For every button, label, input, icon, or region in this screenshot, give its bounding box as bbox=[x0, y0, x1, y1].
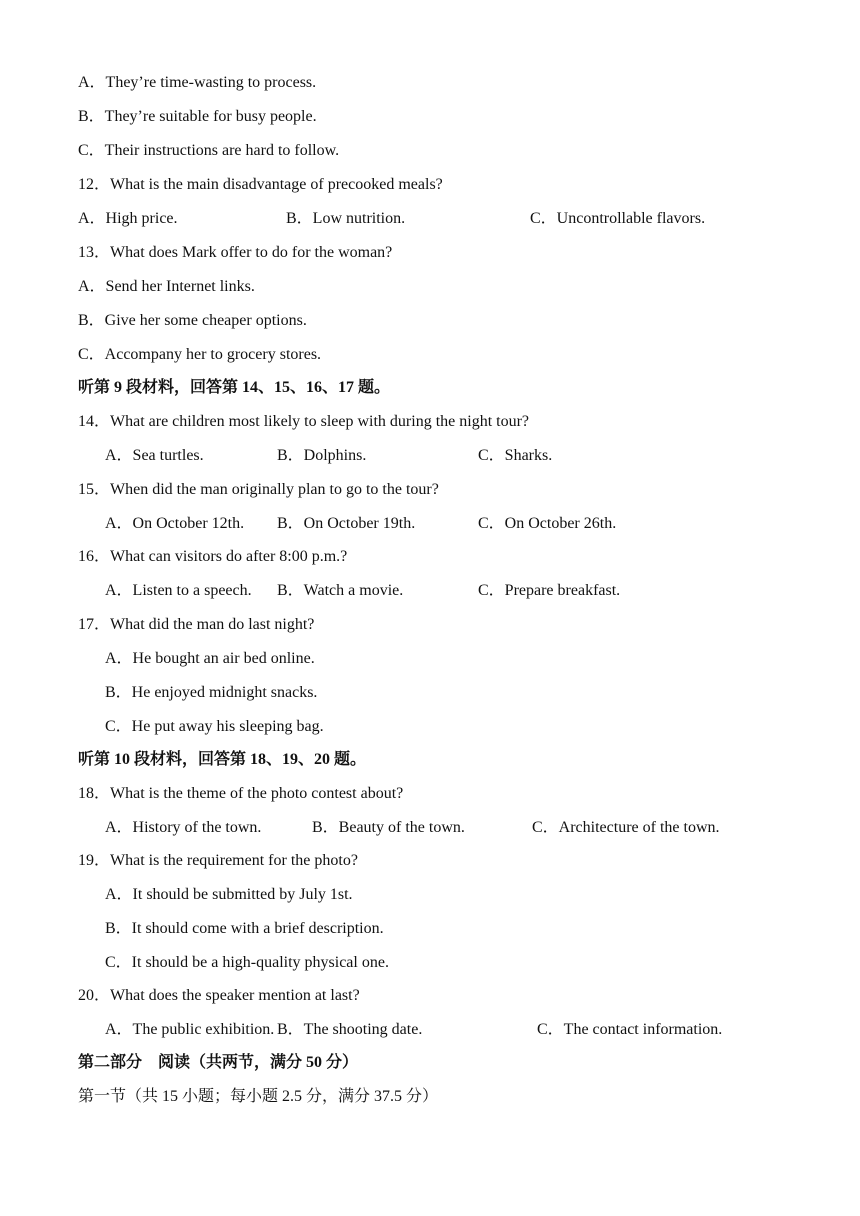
section-heading-9: 听第 9 段材料，回答第 14、15、16、17 题。 bbox=[78, 379, 391, 396]
question-15: 15．When did the man originally plan to go to the tour? bbox=[78, 481, 439, 498]
q14-option-b: B．Dolphins. bbox=[277, 447, 367, 464]
q15-option-c: C．On October 26th. bbox=[478, 515, 617, 532]
q19-option-c: C．It should be a high-quality physical one. bbox=[105, 954, 389, 971]
q15-option-b: B．On October 19th. bbox=[277, 515, 416, 532]
q17-option-c: C．He put away his sleeping bag. bbox=[105, 718, 324, 735]
q16-option-a: A．Listen to a speech. bbox=[105, 582, 252, 599]
q12-option-a: A．High price. bbox=[78, 210, 178, 227]
q18-option-a: A．History of the town. bbox=[105, 819, 262, 836]
q18-option-c: C．Architecture of the town. bbox=[532, 819, 720, 836]
q16-options bbox=[105, 580, 805, 602]
question-20: 20．What does the speaker mention at last? bbox=[78, 987, 360, 1004]
q11-option-a: A．They’re time-wasting to process. bbox=[78, 74, 317, 91]
q19-option-a: A．It should be submitted by July 1st. bbox=[105, 886, 353, 903]
q11-option-b: B．They’re suitable for busy people. bbox=[78, 108, 317, 125]
q12-option-c: C．Uncontrollable flavors. bbox=[530, 210, 706, 227]
q14-option-c: C．Sharks. bbox=[478, 447, 553, 464]
q15-option-a: A．On October 12th. bbox=[105, 515, 245, 532]
q20-option-b: B．The shooting date. bbox=[277, 1021, 423, 1038]
q18-option-b: B．Beauty of the town. bbox=[312, 819, 465, 836]
q11-option-c: C．Their instructions are hard to follow. bbox=[78, 142, 340, 159]
q16-option-b: B．Watch a movie. bbox=[277, 582, 404, 599]
q19-option-b: B．It should come with a brief description. bbox=[105, 920, 384, 937]
q14-option-a: A．Sea turtles. bbox=[105, 447, 204, 464]
q13-option-c: C．Accompany her to grocery stores. bbox=[78, 346, 322, 363]
question-14: 14．What are children most likely to sleep with during the night tour? bbox=[78, 413, 530, 430]
q13-option-a: A．Send her Internet links. bbox=[78, 278, 255, 295]
q12-options bbox=[78, 208, 838, 230]
q15-options bbox=[105, 513, 805, 535]
q13-option-b: B．Give her some cheaper options. bbox=[78, 312, 307, 329]
q17-option-a: A．He bought an air bed online. bbox=[105, 650, 315, 667]
question-16: 16．What can visitors do after 8:00 p.m.? bbox=[78, 548, 348, 565]
question-18: 18．What is the theme of the photo contest about? bbox=[78, 785, 404, 802]
section-one-heading: 第一节（共 15 小题；每小题 2.5 分，满分 37.5 分） bbox=[78, 1088, 439, 1105]
q18-options bbox=[105, 817, 825, 839]
q20-option-a: A．The public exhibition. bbox=[105, 1021, 275, 1038]
question-12: 12．What is the main disadvantage of precooked meals? bbox=[78, 176, 443, 193]
q20-option-c: C．The contact information. bbox=[537, 1021, 723, 1038]
q20-options bbox=[105, 1019, 825, 1041]
q17-option-b: B．He enjoyed midnight snacks. bbox=[105, 684, 318, 701]
q16-option-c: C．Prepare breakfast. bbox=[478, 582, 621, 599]
question-13: 13．What does Mark offer to do for the woman? bbox=[78, 244, 393, 261]
question-17: 17．What did the man do last night? bbox=[78, 616, 315, 633]
part-two-heading: 第二部分 阅读（共两节，满分 50 分） bbox=[78, 1054, 359, 1071]
question-19: 19．What is the requirement for the photo? bbox=[78, 852, 358, 869]
q12-option-b: B．Low nutrition. bbox=[286, 210, 406, 227]
q14-options bbox=[105, 445, 805, 467]
section-heading-10: 听第 10 段材料，回答第 18、19、20 题。 bbox=[78, 751, 367, 768]
